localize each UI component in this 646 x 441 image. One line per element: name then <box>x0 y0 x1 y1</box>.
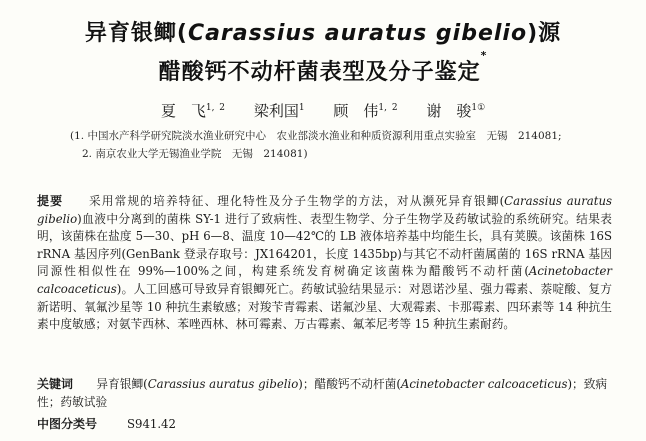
classification-block <box>37 415 176 432</box>
title-suffix: )源 <box>527 21 562 46</box>
classification-label: 中图分类号 <box>37 417 98 431</box>
keyword-latin-name: Carassius auratus gibelio <box>147 377 299 391</box>
abstract-latin-name: Carassius auratus gibelio <box>37 194 612 226</box>
title-latin-name: Carassius auratus gibelio <box>187 21 528 46</box>
author-name: 梁利国 <box>253 102 299 120</box>
paper-title-line2 <box>0 49 646 86</box>
classification-code: S941.42 <box>127 417 176 431</box>
abstract-paragraph <box>37 193 612 334</box>
affiliation-2: 2. 南京农业大学无锡渔业学院 无锡 214081) <box>82 148 308 160</box>
author-name: 顾 伟 <box>333 102 379 120</box>
author-name: 谢 骏 <box>426 102 472 120</box>
abstract-text: )。人工回感可导致异育银鲫死亡。药敏试验结果显示：对恩诺沙星、强力霉素、萘啶酸、复方新诺明、氧氟沙星等 10 种抗生素敏感；对羧苄青霉素、诺氟沙星、大观霉素、卡那霉素、四环素等 14 种抗生素中度敏感；对氨苄西林、苯唑西林、林可霉素、万古霉素、氟苯尼考等 15 种抗生素耐药。 <box>37 281 612 332</box>
keywords-block <box>37 376 612 411</box>
abstract-text: )血液中分离到的菌株 SY-1 进行了致病性、表型生物学、分子生物学及药敏试验的系统研究。结果表明，该菌株在盐度 5—30、pH 6—8、温度 10—42℃的 LB 液体培养基中均能生长，具有荚膜。该菌株 16S rRNA 基因序列(GenBank 登录存取号：JX164201，长度 1435bp)与其它不动杆菌属菌的 16S rRNA 基因同源性相似性在 99%—100%之间，构建系统发育树确定该菌株为醋酸钙不动杆菌( <box>37 211 612 279</box>
abstract-text: 采用常规的培养特征、理化特性及分子生物学的方法，对从濒死异育银鲫( <box>88 194 505 208</box>
title-footnote-mark: * <box>480 49 488 62</box>
title-prefix: 异育银鲫( <box>84 21 188 46</box>
abstract-label: 提要 <box>37 194 64 208</box>
keyword-text: )；醋酸钙不动杆菌( <box>298 377 401 391</box>
keyword-text: )；致病性；药敏试验 <box>37 377 608 409</box>
author-list <box>0 100 646 121</box>
author-affil-sup: 1, 2 <box>205 103 226 113</box>
author-name: 夏 飞 <box>160 102 206 120</box>
keyword-latin-name: Acinetobacter calcoaceticus <box>400 377 568 391</box>
author-affil-sup: 1① <box>471 103 486 113</box>
keyword-text: 异育银鲫( <box>96 377 148 391</box>
title-line2-text: 醋酸钙不动杆菌表型及分子鉴定 <box>158 60 481 85</box>
paper-title-line1 <box>0 16 646 47</box>
author-affil-sup: 1, 2 <box>378 103 398 113</box>
author-affil-sup: 1 <box>298 103 305 113</box>
abstract-latin-name: Acinetobacter calcoaceticus <box>37 264 612 296</box>
affiliation-1: (1. 中国水产科学研究院淡水渔业研究中心 农业部淡水渔业和种质资源利用重点实验室 无锡 214081; <box>70 130 562 142</box>
keywords-label: 关键词 <box>37 377 74 391</box>
